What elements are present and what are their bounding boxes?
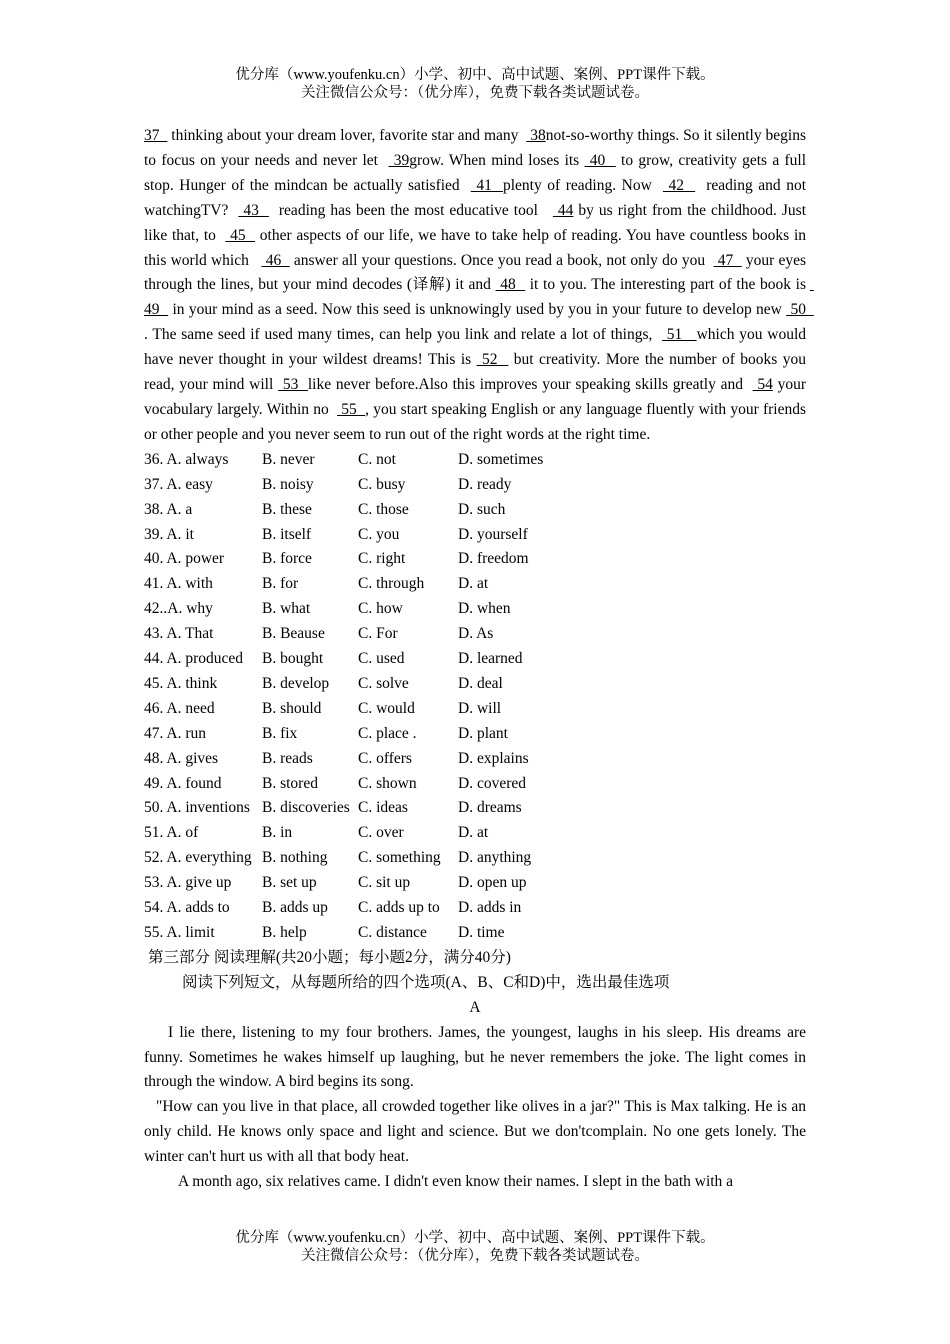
option-row (144, 821, 806, 846)
option-a: 55. A. limit (144, 924, 215, 941)
option-d: D. anything (458, 849, 532, 867)
option-a: 52. A. everything (144, 849, 252, 867)
option-d: D. such (458, 500, 506, 518)
option-c: C. you (358, 525, 400, 543)
cloze-text: by us right from the childhood. Just like that, to (144, 201, 810, 244)
option-b: B. in (262, 824, 293, 842)
option-a: 41. A. with (144, 575, 213, 593)
cloze-text: to grow, creativity gets a full stop. Hunger of the mindcan be actually satisfied (144, 151, 810, 194)
option-c: C. shown (358, 774, 417, 792)
cloze-blank: 55 (337, 400, 366, 418)
option-d: D. deal (458, 674, 503, 692)
option-b: B. never (262, 450, 315, 468)
option-row (144, 772, 806, 797)
cloze-blank: 37 (144, 127, 168, 144)
option-c: C. over (358, 824, 404, 842)
option-row (144, 921, 806, 946)
option-a: 36. A. always (144, 450, 229, 468)
cloze-blank: 43 (238, 201, 269, 219)
option-c: C. would (358, 699, 415, 717)
option-row (144, 597, 806, 622)
option-row (144, 523, 806, 548)
page-footer (0, 1229, 950, 1265)
reading-paragraph-3: A month ago, six relatives came. I didn't even know their names. I slept in the bath with a (178, 1173, 734, 1191)
option-b: B. for (262, 575, 299, 593)
option-a: 50. A. inventions (144, 799, 250, 817)
option-row (144, 871, 806, 896)
option-b: B. Beause (262, 625, 325, 643)
option-b: B. noisy (262, 475, 314, 493)
cloze-passage (144, 124, 814, 448)
cloze-text: answer all your questions. Once you read a book, not only do you (289, 251, 714, 269)
cloze-blank: 40 (584, 151, 616, 169)
cloze-blank: 45 (225, 226, 256, 244)
option-row (144, 647, 806, 672)
option-a: 39. A. it (144, 525, 194, 543)
section-instruction: 阅读下列短文，从每题所给的四个选项(A、B、C和D)中，选出最佳选项 (182, 973, 670, 991)
cloze-blank: 51 (661, 326, 697, 344)
cloze-text: not-so-worthy things. So it silently begins to focus on your needs and never let (144, 127, 810, 169)
footer-line-1: 优分库（www.youfenku.cn）小学、初中、高中试题、案例、PPT课件下载。 (235, 1230, 715, 1246)
cloze-blank: 38 (526, 127, 546, 144)
option-b: B. set up (262, 874, 317, 892)
option-b: B. these (262, 500, 312, 518)
option-c: C. used (358, 650, 405, 668)
cloze-blank: 49 (144, 276, 814, 319)
cloze-text: it to you. The interesting part of the book is (525, 276, 810, 294)
cloze-text: reading has been the most educative tool (268, 201, 553, 219)
option-row (144, 448, 806, 473)
exam-content (144, 124, 814, 1195)
section-title: 第三部分 阅读理解(共20小题；每小题2分，满分40分) (148, 948, 511, 966)
cloze-text: your eyes through the lines, but your mind decodes (译解) it and (144, 251, 810, 294)
option-d: D. learned (458, 650, 523, 668)
option-a: 47. A. run (144, 724, 206, 742)
cloze-blank: 48 (495, 276, 526, 294)
option-b: B. help (262, 924, 307, 941)
option-a: 49. A. found (144, 774, 222, 792)
option-b: B. nothing (262, 849, 328, 867)
cloze-text: like never before.Also this improves your speaking skills greatly and (307, 376, 753, 394)
cloze-text: grow. When mind loses its (409, 151, 585, 169)
cloze-blank: 52 (476, 351, 509, 369)
option-b: B. discoveries (262, 799, 350, 817)
option-b: B. itself (262, 525, 312, 543)
option-c: C. right (358, 550, 406, 568)
option-row (144, 498, 806, 523)
option-row (144, 846, 806, 871)
footer-line-2: 关注微信公众号：（优分库），免费下载各类试题试卷。 (301, 1248, 649, 1264)
option-c: C. adds up to (358, 899, 440, 917)
option-c: C. how (358, 600, 403, 618)
option-d: D. open up (458, 874, 527, 892)
option-row (144, 622, 806, 647)
option-d: D. explains (458, 749, 529, 767)
option-c: C. something (358, 849, 441, 867)
option-c: C. For (358, 625, 398, 643)
option-c: C. not (358, 450, 396, 468)
option-c: C. ideas (358, 799, 408, 817)
option-d: D. sometimes (458, 450, 544, 468)
option-c: C. place . (358, 724, 417, 742)
cloze-blank: 44 (552, 201, 574, 219)
option-d: D. yourself (458, 525, 528, 543)
cloze-blank: 54 (752, 376, 773, 394)
passage-label: A (469, 998, 481, 1016)
option-c: C. through (358, 575, 425, 593)
option-a: 37. A. easy (144, 475, 213, 493)
cloze-text: which you would have never thought in your wildest dreams! This is (144, 326, 810, 369)
option-b: B. reads (262, 749, 313, 767)
cloze-text: . The same seed if used many times, can help you link and relate a lot of things, (144, 326, 662, 344)
cloze-blank: 41 (470, 176, 503, 194)
cloze-text: your vocabulary largely. Within no (144, 376, 810, 418)
option-d: D. at (458, 575, 489, 593)
options-list (144, 448, 806, 946)
option-row (144, 672, 806, 697)
option-row (144, 796, 806, 821)
header-line-1: 优分库（www.youfenku.cn）小学、初中、高中试题、案例、PPT课件下载。 (235, 67, 715, 83)
option-b: B. bought (262, 650, 324, 668)
cloze-text: but creativity. More the number of books you read, your mind will (144, 351, 810, 394)
option-a: 40. A. power (144, 550, 225, 568)
option-row (144, 747, 806, 772)
cloze-text: , you start speaking English or any language fluently with your friends or other people and you never seem to run out of the right words at the right time. (144, 400, 810, 443)
option-a: 46. A. need (144, 699, 215, 717)
option-row (144, 722, 806, 747)
option-b: B. fix (262, 724, 298, 742)
option-c: C. busy (358, 475, 406, 493)
cloze-text: in your mind as a seed. Now this seed is unknowingly used by you in your future to develop new (168, 301, 787, 319)
option-c: C. those (358, 500, 409, 518)
cloze-blank: 53 (278, 376, 308, 394)
option-d: D. time (458, 924, 505, 941)
option-c: C. distance (358, 924, 427, 941)
option-d: D. dreams (458, 799, 522, 817)
option-b: B. what (262, 600, 311, 618)
option-row (144, 572, 806, 597)
reading-paragraph-2: "How can you live in that place, all crowded together like olives in a jar?" This is Max talking. He is an only child. He knows only space and light and science. But we don'tcomplain. No one gets lonely. The winter can't hurt us with all that body heat. (144, 1098, 806, 1166)
option-a: 44. A. produced (144, 650, 244, 668)
option-d: D. As (458, 625, 494, 643)
option-b: B. adds up (262, 899, 328, 917)
option-d: D. when (458, 600, 511, 618)
option-d: D. at (458, 824, 489, 842)
option-d: D. will (458, 699, 502, 717)
option-row (144, 547, 806, 572)
cloze-blank: 47 (713, 251, 742, 269)
cloze-text: other aspects of our life, we have to take help of reading. You have countless books in this world which (144, 226, 810, 269)
option-b: B. should (262, 699, 322, 717)
option-c: C. sit up (358, 874, 411, 892)
page-header (0, 66, 950, 102)
option-d: D. adds in (458, 899, 522, 917)
cloze-text: thinking about your dream lover, favorite star and many (167, 127, 527, 144)
option-a: 54. A. adds to (144, 899, 230, 917)
cloze-blank: 39 (388, 151, 410, 169)
cloze-blank: 46 (261, 251, 290, 269)
option-c: C. offers (358, 749, 412, 767)
option-a: 43. A. That (144, 625, 214, 643)
option-row (144, 697, 806, 722)
option-b: B. develop (262, 674, 330, 692)
option-a: 53. A. give up (144, 874, 232, 892)
cloze-text: reading and not watchingTV? (144, 176, 810, 219)
option-a: 42..A. why (144, 600, 213, 618)
option-d: D. covered (458, 774, 526, 792)
option-b: B. force (262, 550, 312, 568)
option-b: B. stored (262, 774, 318, 792)
cloze-blank: 50 (786, 301, 814, 319)
option-d: D. ready (458, 475, 512, 493)
cloze-blank: 42 (662, 176, 696, 194)
option-row (144, 896, 806, 921)
option-d: D. plant (458, 724, 508, 742)
header-line-2: 关注微信公众号：（优分库），免费下载各类试题试卷。 (301, 85, 649, 101)
option-a: 51. A. of (144, 824, 199, 842)
option-a: 48. A. gives (144, 749, 219, 767)
option-a: 45. A. think (144, 674, 218, 692)
option-d: D. freedom (458, 550, 529, 568)
option-row (144, 473, 806, 498)
option-c: C. solve (358, 674, 409, 692)
reading-paragraph-1: I lie there, listening to my four brothers. James, the youngest, laughs in his sleep. His dreams are funny. Sometimes he wakes himself up laughing, but he never remembers the joke. The light comes in through the window. A bird begins its song. (144, 1023, 806, 1091)
cloze-text: plenty of reading. Now (502, 176, 663, 194)
option-a: 38. A. a (144, 500, 193, 518)
